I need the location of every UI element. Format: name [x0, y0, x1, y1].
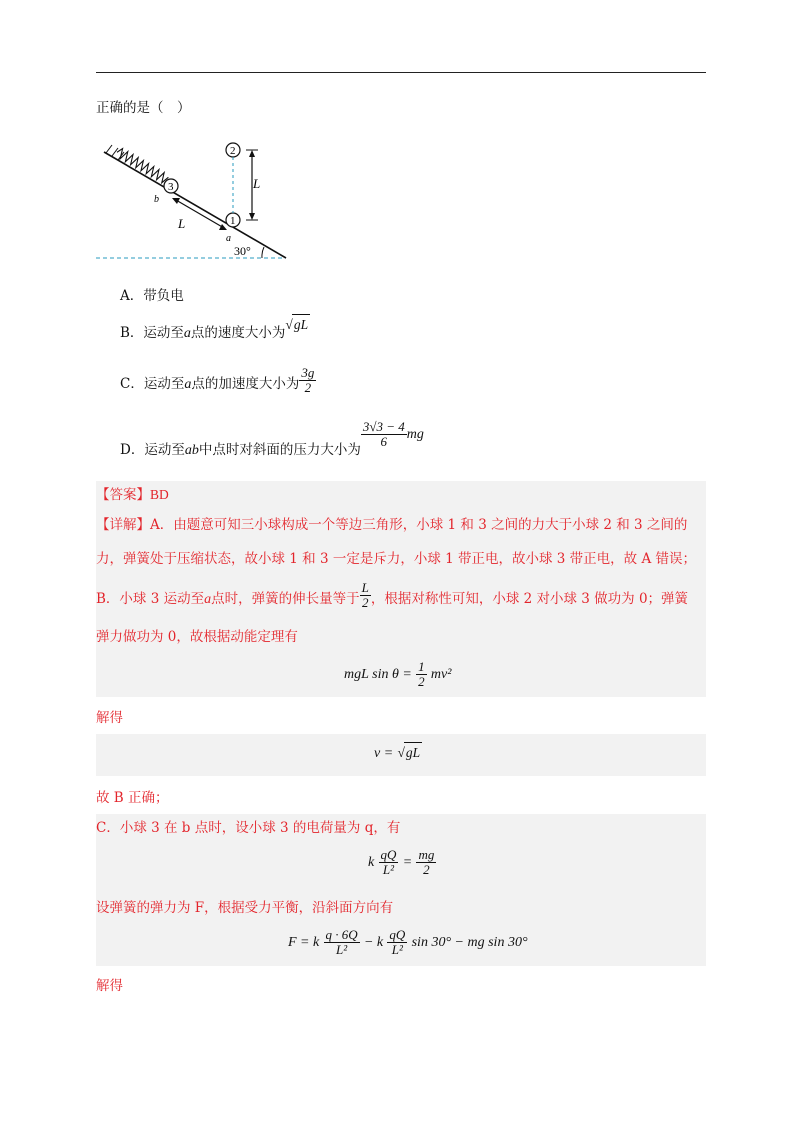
explain-a-line2: 力，弹簧处于压缩状态，故小球 1 和 3 一定是斥力，小球 1 带正电，故小球 3 带正电，故 A 错误；	[96, 551, 697, 567]
equation-1: mgL sin θ = $\frac{1}{2}$ mv²	[344, 659, 452, 689]
explain-b-line2: 弹力做功为 0，故根据动能定理有	[96, 629, 298, 645]
option-d: D．运动至ab中点时对斜面的压力大小为 $\frac{3√3 - 4}{6}$ mg	[120, 419, 424, 458]
physics-diagram	[96, 130, 296, 265]
incline-line	[104, 152, 286, 258]
point-b-label: b	[154, 194, 159, 205]
equation-2: v = √gL	[374, 742, 422, 764]
explain-a-line1: 【详解】A．由题意可知三小球构成一个等边三角形，小球 1 和 3 之间的力大于小球 2 和 3 之间的	[96, 517, 688, 533]
header-rule	[96, 72, 706, 73]
b-conclusion: 故 B 正确；	[96, 790, 169, 806]
equation-3: k $\frac{qQ}{\text{L²}}$ = $\frac{mg}{2}$	[368, 847, 435, 877]
equation-4: F = k $\frac{q \cdot 6Q}{\text{L²}}$ − k $\frac{qQ}{\text{L²}}$ sin 30° − mg sin 30°	[288, 927, 528, 957]
vertical-L-label: L	[253, 176, 261, 191]
explain-c-line1: C．小球 3 在 b 点时，设小球 3 的电荷量为 q，有	[96, 820, 401, 836]
ball-3-label: 3	[168, 181, 174, 193]
ball-1-label: 1	[230, 215, 236, 227]
question-stem: 正确的是（ ）	[96, 100, 191, 116]
angle-arc	[262, 247, 264, 258]
angle-label: 30°	[234, 244, 251, 258]
ball-2-label: 2	[230, 145, 236, 157]
point-a-label: a	[226, 233, 231, 244]
answer-line: 【答案】BD	[96, 487, 169, 503]
solve-label-2: 解得	[96, 978, 123, 994]
explain-c-line2: 设弹簧的弹力为 F，根据受力平衡，沿斜面方向有	[96, 900, 394, 916]
explain-b-line1: B．小球 3 运动至a点时，弹簧的伸长量等于 $\frac{L}{2}$ ，根据对称性可知，小球 2 对小球 3 做功为 0；弹簧	[96, 580, 689, 610]
incline-L-label: L	[178, 216, 186, 231]
solve-label-1: 解得	[96, 710, 123, 726]
option-b: B．运动至a点的速度大小为√gL	[120, 322, 310, 344]
option-a: A．带负电	[120, 288, 184, 304]
option-c: C．运动至a点的加速度大小为 $\frac{3g}{2}$	[120, 365, 315, 395]
